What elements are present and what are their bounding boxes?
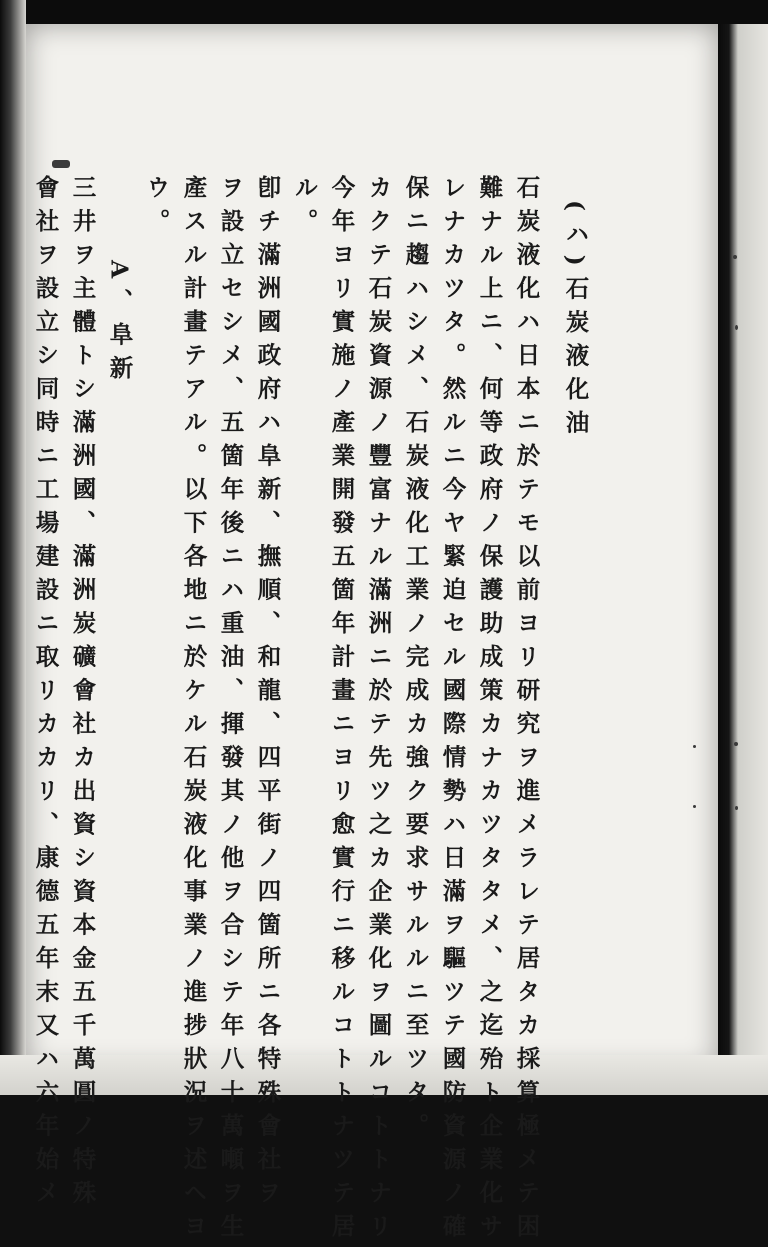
scan-speck <box>735 325 738 330</box>
text-line-5: カクテ石炭資源ノ豐富ナル滿洲ニ於テ先ツ之カ企業化ヲ圖ルコトトナリ <box>364 175 393 1247</box>
scan-speck <box>735 806 738 810</box>
text-line-8: 卽チ滿洲國政府ハ阜新、撫順、和龍、四平街ノ四箇所ニ各特殊會社ヲ <box>253 175 282 1214</box>
scan-speck <box>693 745 696 748</box>
sub-text-line-2: 會社ヲ設立シ同時ニ工場建設ニ取リカカリ、康德五年末又ハ六年始メ <box>31 175 60 1214</box>
scan-speck <box>733 255 737 259</box>
text-line-1: 石炭液化ハ日本ニ於テモ以前ヨリ研究ヲ進メラレテ居タカ採算極メテ困 <box>512 175 541 1247</box>
sub-text-line-1: 三井ヲ主體トシ滿洲國、滿洲炭礦會社カ出資シ資本金五千萬圓ノ特殊 <box>68 175 97 1214</box>
text-line-3: レナカツタ。然ルニ今ヤ緊迫セル國際情勢ハ日滿ヲ驅ツテ國防資源ノ確 <box>438 175 467 1247</box>
scan-speck <box>734 742 738 746</box>
text-line-4: 保ニ趨ハシメ、石炭液化工業ノ完成カ強ク要求サルルニ至ツタ。 <box>401 175 430 1147</box>
text-line-11: ウ。 <box>142 175 171 242</box>
binding-edge <box>0 0 26 1095</box>
adjacent-page-edge <box>718 24 768 1070</box>
text-line-9: ヲ設立セシメ、五箇年後ニハ重油、揮發其ノ他ヲ合シテ年八十萬噸ヲ生 <box>216 175 245 1247</box>
text-line-2: 難ナル上ニ、何等政府ノ保護助成策カナカツタタメ、之迄殆ト企業化サ <box>475 175 504 1247</box>
text-line-7: ル。 <box>290 175 319 242</box>
scan-speck <box>693 805 696 808</box>
subsection-heading: A、阜新 <box>105 260 134 389</box>
section-heading: (ハ)石炭液化油 <box>561 200 590 444</box>
text-line-6: 今年ヨリ實施ノ產業開發五箇年計畫ニヨリ愈實行ニ移ルコトトナツテ居 <box>327 175 356 1247</box>
ink-blot <box>52 160 70 168</box>
text-line-10: 產スル計畫テアル。以下各地ニ於ケル石炭液化事業ノ進捗狀況ヲ述ヘヨ <box>179 175 208 1247</box>
